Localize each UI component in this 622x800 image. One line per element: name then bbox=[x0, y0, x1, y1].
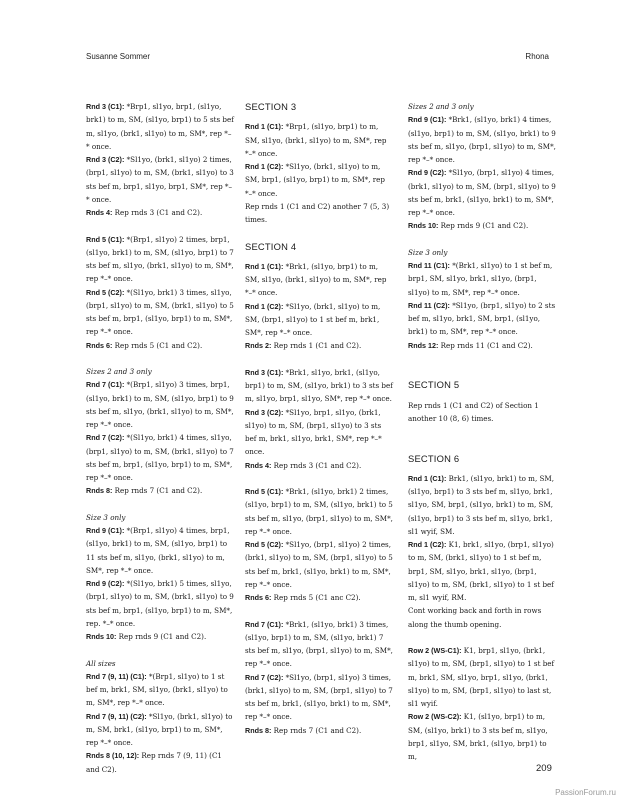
round-label: Rnd 1 (C2): bbox=[408, 540, 447, 549]
instruction-text: *Sl1yo, (brk1, sl1yo) to m, SM, brp1, (sl1yo, brp1) to m, SM*, rep *–* once. bbox=[245, 162, 385, 198]
instruction-text: *Brk1, (sl1yo, brk1) 4 times, (sl1yo, brp1) to m, SM, (sl1yo, brk1) to 9 sts bef m, sl1yo, (brp1, sl1yo) to m, SM*, rep *–* once. bbox=[408, 115, 556, 164]
round-label: Rnds 4: bbox=[245, 460, 272, 470]
round-label: Rnd 1 (C1): bbox=[245, 261, 284, 271]
spacer bbox=[408, 425, 556, 438]
spacer bbox=[408, 438, 556, 451]
round-label: Rnd 7 (C1): bbox=[86, 380, 125, 390]
instruction-paragraph bbox=[408, 113, 556, 166]
instruction-text: Brk1, (sl1yo, brk1) to m, SM, (sl1yo, brp1) to 3 sts bef m, sl1yo, brk1, sl1yo, SM, brp1, (sl1yo, brk1) to m, SM, (sl1yo, brp1) to 3 sts bef m, sl1yo, brk1, sl1 wyif, SM. bbox=[408, 473, 554, 536]
instruction-text: Rep rnds 1 (C1 and C2) of Section 1 another 10 (8, 6) times. bbox=[408, 400, 539, 423]
instruction-paragraph bbox=[86, 670, 234, 710]
round-label: Rnd 5 (C2): bbox=[86, 287, 125, 297]
round-label: Rnds 10: bbox=[86, 632, 117, 641]
instruction-text: K1, brk1, sl1yo, (brp1, sl1yo) to m, SM, (brk1, sl1yo) to 1 st bef m, brp1, SM, sl1yo, brk1, sl1yo, (brp1, sl1yo) to m, SM, (brk1, sl1yo) to 1 st bef m, sl1 wyif, RM. bbox=[408, 540, 554, 602]
watermark: PassionForum.ru bbox=[555, 788, 616, 797]
spacer bbox=[86, 498, 234, 511]
instruction-text: Rep rnds 11 (C1 and C2). bbox=[438, 340, 533, 350]
instruction-paragraph bbox=[408, 339, 556, 352]
column-3 bbox=[408, 100, 556, 763]
round-label: Rnd 5 (C1): bbox=[86, 234, 125, 244]
spacer bbox=[245, 472, 393, 485]
instruction-text: Rep rnds 5 (C1 anc C2). bbox=[271, 593, 361, 602]
section-heading: SECTION 6 bbox=[408, 452, 460, 464]
spacer bbox=[86, 643, 234, 656]
size-subheading: All sizes bbox=[86, 658, 116, 668]
instruction-text: *Brk1, sl1yo, brk1, (sl1yo, brp1) to m, SM, (sl1yo, brk1) to 3 sts bef m, sl1yo, brp1, sl1yo, SM*, rep *–* once. bbox=[245, 367, 393, 404]
instruction-text: *(Brp1, sl1yo) 3 times, brp1, (sl1yo, brk1) to m, SM, (sl1yo, brp1) to 9 sts bef m, sl1yo, (brk1, sl1yo) to m, SM*, rep *–* once. bbox=[86, 380, 234, 429]
round-label: Rnd 11 (C2): bbox=[408, 300, 450, 310]
instruction-paragraph bbox=[245, 120, 393, 160]
round-label: Rnd 5 (C2): bbox=[245, 540, 284, 549]
instruction-paragraph bbox=[408, 219, 556, 232]
round-label: Rnds 6: bbox=[86, 340, 113, 350]
instruction-paragraph bbox=[245, 339, 393, 352]
instruction-text: Rep rnds 7 (C1 and C2). bbox=[112, 486, 203, 496]
round-label: Rnd 7 (9, 11) (C2): bbox=[86, 711, 147, 721]
instruction-paragraph bbox=[86, 431, 234, 484]
round-label: Rnds 12: bbox=[408, 340, 439, 350]
round-label: Rnd 1 (C1): bbox=[408, 473, 447, 483]
instruction-paragraph bbox=[86, 286, 234, 339]
instruction-text: *Brp1, (sl1yo, brp1) to m, SM, sl1yo, (brk1, sl1yo) to m, SM*, rep *–* once. bbox=[245, 122, 387, 158]
spacer bbox=[86, 219, 234, 232]
instruction-paragraph bbox=[408, 710, 556, 763]
instruction-text: *Sl1yo, (brk1, sl1yo) 2 times, (brp1, sl1yo) to m, SM, (brk1, sl1yo) to 3 sts bef m, brp1, sl1yo, brp1, SM*, rep *–* once. bbox=[86, 155, 234, 204]
instruction-text: *Sl1yo, brp1, sl1yo, (brk1, sl1yo) to m, SM, (brp1, sl1yo) to 3 sts bef m, brk1, sl1yo, brk1, SM*, rep *–* once. bbox=[245, 407, 382, 457]
instruction-text: Rep rnds 7 (9, 11) (C1 and C2). bbox=[86, 751, 222, 774]
round-label: Rnd 7 (C2): bbox=[86, 433, 125, 443]
instruction-text: *(Brp1, sl1yo) 4 times, brp1, (sl1yo, brk1) to m, SM, (sl1yo, brp1) to 11 sts bef m, sl1yo, (brk1, sl1yo) to m, SM*, rep *–* once. bbox=[86, 526, 230, 575]
instruction-paragraph bbox=[245, 591, 393, 604]
instruction-paragraph bbox=[245, 724, 393, 737]
instruction-text: Rep rnds 3 (C1 and C2). bbox=[271, 460, 362, 470]
round-label: Rnd 9 (C1): bbox=[86, 526, 125, 535]
instruction-paragraph bbox=[408, 399, 556, 426]
instruction-text: *Brk1, (sl1yo, brp1) to m, SM, sl1yo, (brk1, sl1yo) to m, SM*, rep *–* once. bbox=[245, 261, 387, 298]
round-label: Rnd 7 (C1): bbox=[245, 619, 284, 629]
spacer bbox=[408, 365, 556, 378]
round-label: Rnd 3 (C1): bbox=[86, 102, 125, 111]
instruction-paragraph bbox=[245, 671, 393, 724]
instruction-paragraph bbox=[86, 524, 234, 577]
round-label: Rnds 6: bbox=[245, 593, 272, 602]
round-label: Rnd 1 (C2): bbox=[245, 301, 284, 311]
round-label: Rnd 3 (C2): bbox=[86, 155, 125, 164]
instruction-text: *Brk1, (sl1yo, brk1) 3 times, (sl1yo, brp1) to m, SM, (sl1yo, brk1) 7 sts bef m, sl1yo, (brp1, sl1yo) to m, SM*, rep *–* once. bbox=[245, 619, 393, 669]
pattern-title: Rhona bbox=[525, 52, 549, 61]
instruction-paragraph bbox=[408, 604, 556, 631]
round-label: Rnd 3 (C2): bbox=[245, 407, 284, 417]
spacer bbox=[86, 352, 234, 365]
round-label: Rnd 1 (C1): bbox=[245, 122, 284, 132]
instruction-text: *Brk1, (sl1yo, brk1) 2 times, (sl1yo, brp1) to m, SM, (sl1yo, brk1) to 5 sts bef m, sl1yo, (brp1, sl1yo) to m, SM*, rep *–* once. bbox=[245, 487, 393, 536]
instruction-text: Rep rnds 9 (C1 and C2). bbox=[116, 632, 207, 641]
instruction-paragraph bbox=[86, 710, 234, 750]
instruction-text: Cont working back and forth in rows along the thumb opening. bbox=[408, 606, 542, 629]
instruction-text: *(Sl1yo, brk1) 5 times, sl1yo, (brp1, sl1yo) to m, SM, (brk1, sl1yo) to 9 sts bef m, brp1, (sl1yo, brp1) to m, SM*, rep. *–* once. bbox=[86, 579, 234, 628]
instruction-text: *(Sl1yo, brk1) 4 times, sl1yo, (brp1, sl1yo) to m, SM, (brk1, sl1yo) to 7 sts bef m, brp1, (sl1yo, brp1) to m, SM*, rep *–* once. bbox=[86, 433, 234, 482]
instruction-paragraph bbox=[86, 749, 234, 776]
round-label: Rnd 7 (C2): bbox=[245, 672, 284, 682]
instruction-paragraph bbox=[245, 485, 393, 538]
section-heading: SECTION 5 bbox=[408, 379, 460, 391]
column-1 bbox=[86, 100, 234, 776]
instruction-text: *(Brk1, sl1yo) to 1 st bef m, brp1, SM, sl1yo, brk1, sl1yo, (brp1, sl1yo) to m, SM*, rep *–* once. bbox=[408, 261, 553, 297]
round-label: Rnd 9 (C2): bbox=[408, 168, 447, 178]
instruction-paragraph bbox=[86, 577, 234, 630]
round-label: Rnds 10: bbox=[408, 221, 439, 231]
instruction-text: K1, brp1, sl1yo, (brk1, sl1yo) to m, SM, (brp1, sl1yo) to 1 st bef m, brk1, SM, sl1yo, brp1, sl1yo, (brk1, sl1yo) to m, SM, (brp1, sl1yo) to last st, sl1 wyif. bbox=[408, 646, 555, 708]
instruction-paragraph bbox=[245, 538, 393, 591]
spacer bbox=[408, 352, 556, 365]
instruction-paragraph bbox=[245, 366, 393, 406]
round-label: Rnd 9 (C2): bbox=[86, 579, 125, 588]
instruction-text: Rep rnds 1 (C1 and C2). bbox=[271, 341, 362, 351]
round-label: Rnd 1 (C2): bbox=[245, 162, 284, 171]
round-label: Row 2 (WS-C1): bbox=[408, 646, 462, 655]
spacer bbox=[245, 113, 393, 120]
instruction-text: *(Brp1, sl1yo) to 1 st bef m, brk1, SM, sl1yo, (brk1, sl1yo) to m, SM*, rep *–* once. bbox=[86, 671, 228, 708]
instruction-text: K1, (sl1yo, brp1) to m, SM, (sl1yo, brk1) to 3 sts bef m, sl1yo, brp1, sl1yo, SM, brk1, (sl1yo, brp1) to m, bbox=[408, 712, 548, 761]
instruction-text: Rep rnds 5 (C1 and C2). bbox=[112, 340, 203, 350]
round-label: Rnd 3 (C1): bbox=[245, 367, 284, 377]
instruction-paragraph bbox=[245, 200, 393, 227]
round-label: Rnd 11 (C1): bbox=[408, 261, 450, 270]
instruction-paragraph bbox=[86, 484, 234, 497]
round-label: Rnds 4: bbox=[86, 208, 113, 217]
spacer bbox=[408, 392, 556, 399]
round-label: Rnds 8 (10, 12): bbox=[86, 751, 140, 761]
instruction-paragraph bbox=[86, 339, 234, 352]
spacer bbox=[245, 353, 393, 366]
size-subheading: Size 3 only bbox=[408, 247, 448, 257]
instruction-text: *Sl1yo, (brp1, sl1yo) 2 times, (brk1, sl1yo) to m, SM, (brp1, sl1yo) to 5 sts bef m, brk1, (sl1yo, brk1) to m, SM*, rep *–* once. bbox=[245, 540, 393, 589]
round-label: Rnd 5 (C1): bbox=[245, 487, 284, 496]
instruction-paragraph bbox=[86, 233, 234, 286]
instruction-paragraph bbox=[86, 378, 234, 431]
section-heading: SECTION 3 bbox=[245, 101, 297, 112]
instruction-paragraph bbox=[245, 260, 393, 300]
instruction-paragraph bbox=[245, 300, 393, 340]
instruction-text: *(Sl1yo, brk1) 3 times, sl1yo, (brp1, sl1yo) to m, SM, (brk1, sl1yo) to 5 sts bef m, brp1, (sl1yo, brp1) to m, SM*, rep *–* once. bbox=[86, 287, 234, 337]
instruction-paragraph bbox=[408, 538, 556, 604]
instruction-text: *Sl1yo, (brp1, sl1yo) 4 times, (brk1, sl1yo) to m, SM, (brp1, sl1yo) to 9 sts bef m, brk1, (sl1yo, brk1) to m, SM*, rep *–* once. bbox=[408, 168, 556, 217]
round-label: Rnds 8: bbox=[86, 486, 113, 496]
round-label: Row 2 (WS-C2): bbox=[408, 712, 462, 722]
instruction-paragraph bbox=[408, 472, 556, 538]
instruction-text: *Sl1yo, (brp1, sl1yo) 3 times, (brk1, sl1yo) to m, SM, (brp1, sl1yo) to 7 sts bef m, brk1, (sl1yo, brk1) to m, SM*, rep *–* once. bbox=[245, 672, 393, 722]
column-2 bbox=[245, 100, 393, 737]
round-label: Rnd 7 (9, 11) (C1): bbox=[86, 671, 147, 681]
size-subheading: Sizes 2 and 3 only bbox=[408, 102, 474, 111]
instruction-paragraph bbox=[86, 206, 234, 219]
spacer bbox=[245, 604, 393, 617]
instruction-paragraph bbox=[245, 406, 393, 459]
instruction-text: *Sl1yo, (brk1, sl1yo) to m, SM, brk1, (sl1yo, brp1) to m, SM*, rep *–* once. bbox=[86, 711, 233, 747]
instruction-text: *Brp1, sl1yo, brp1, (sl1yo, brk1) to m, SM, (sl1yo, brp1) to 5 sts bef m, sl1yo, (brk1, sl1yo) to m, SM*, rep *–* once. bbox=[86, 102, 234, 151]
size-subheading: Size 3 only bbox=[86, 512, 126, 522]
instruction-text: Rep rnds 9 (C1 and C2). bbox=[438, 221, 529, 231]
instruction-text: *(Brp1, sl1yo) 2 times, brp1, (sl1yo, brk1) to m, SM, (sl1yo, brp1) to 7 sts bef m, sl1yo, (brk1, sl1yo) to m, SM*, rep *–* once. bbox=[86, 234, 234, 284]
instruction-paragraph bbox=[245, 459, 393, 472]
running-header bbox=[86, 52, 549, 64]
instruction-text: Rep rnds 1 (C1 and C2) another 7 (5, 3) times. bbox=[245, 201, 390, 224]
size-subheading: Sizes 2 and 3 only bbox=[86, 367, 152, 376]
spacer bbox=[408, 233, 556, 246]
instruction-text: *Sl1yo, (brk1, sl1yo) to m, SM, (brp1, sl1yo) to 1 st bef m, brk1, SM*, rep *–* once. bbox=[245, 301, 381, 337]
instruction-paragraph bbox=[86, 100, 234, 153]
instruction-paragraph bbox=[408, 259, 556, 299]
instruction-paragraph bbox=[408, 644, 556, 710]
instruction-paragraph bbox=[86, 153, 234, 206]
round-label: Rnds 2: bbox=[245, 341, 272, 351]
instruction-text: Rep rnds 3 (C1 and C2). bbox=[112, 208, 203, 217]
instruction-paragraph bbox=[408, 166, 556, 219]
round-label: Rnds 8: bbox=[245, 725, 272, 735]
section-heading: SECTION 4 bbox=[245, 240, 297, 252]
spacer bbox=[408, 631, 556, 644]
instruction-paragraph bbox=[245, 160, 393, 200]
instruction-paragraph bbox=[86, 630, 234, 643]
instruction-paragraph bbox=[408, 299, 556, 339]
instruction-text: *Sl1yo, (brp1, sl1yo) to 2 sts bef m, sl1yo, brk1, SM, brp1, (sl1yo, brk1) to m, SM*, rep *–* once. bbox=[408, 300, 556, 337]
spacer bbox=[245, 253, 393, 260]
page-number: 209 bbox=[536, 763, 552, 774]
round-label: Rnd 9 (C1): bbox=[408, 115, 447, 125]
author-name: Susanne Sommer bbox=[86, 52, 151, 61]
instruction-text: Rep rnds 7 (C1 and C2). bbox=[271, 725, 362, 735]
instruction-paragraph bbox=[245, 618, 393, 671]
spacer bbox=[408, 465, 556, 472]
spacer bbox=[245, 226, 393, 239]
